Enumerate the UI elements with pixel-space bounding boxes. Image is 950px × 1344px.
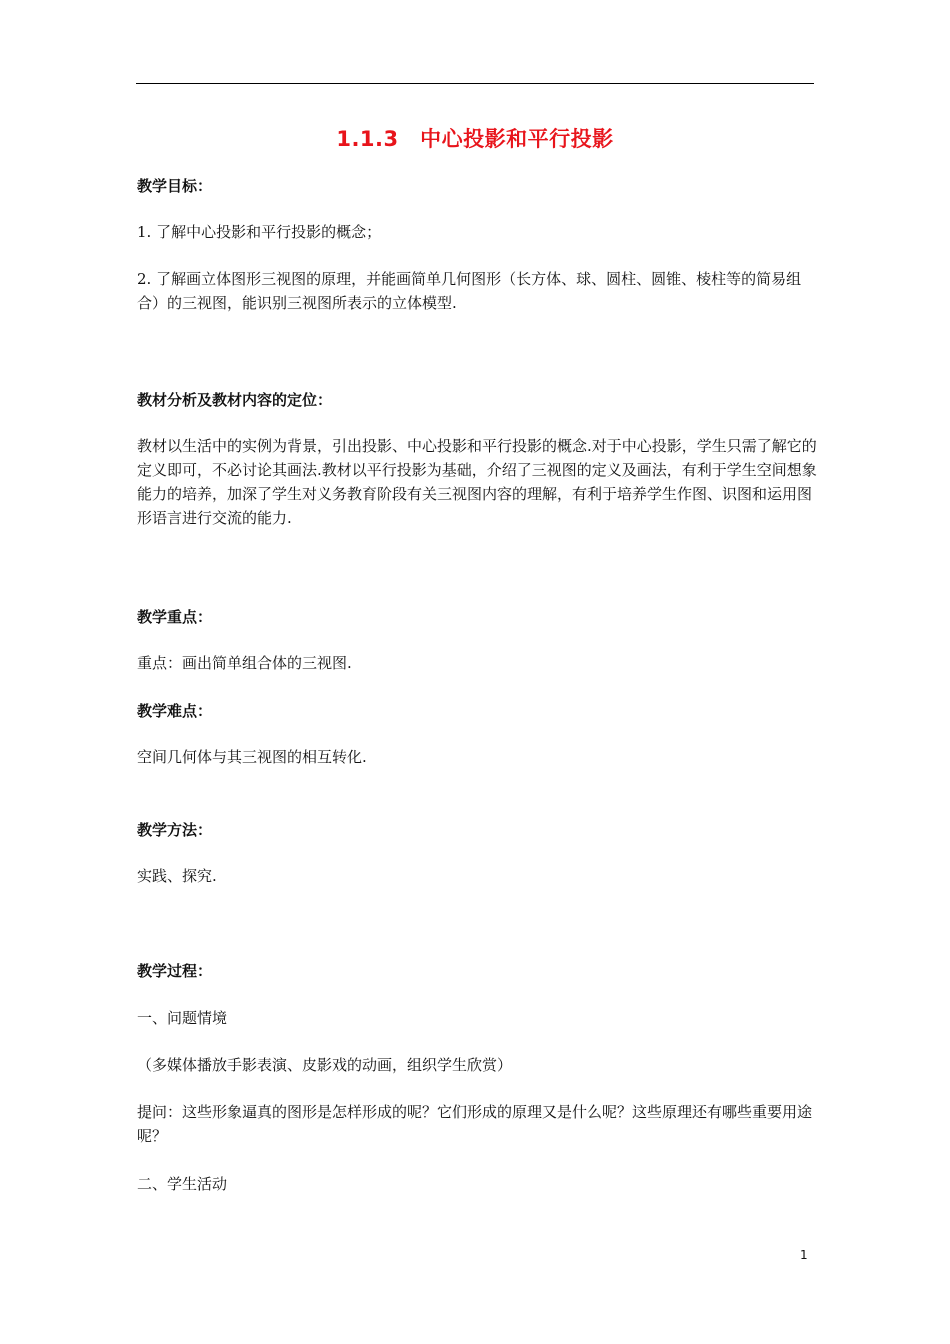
process-note: （多媒体播放手影表演、皮影戏的动画，组织学生欣赏） <box>137 1056 513 1074</box>
process-question: 提问：这些形象逼真的图形是怎样形成的呢？它们形成的原理又是什么呢？这些原理还有哪些重要用途呢？ <box>137 1103 813 1145</box>
difficulty-body: 空间几何体与其三视图的相互转化. <box>137 748 367 766</box>
analysis-body: 教材以生活中的实例为背景，引出投影、中心投影和平行投影的概念.对于中心投影，学生只需了解它的定义即可，不必讨论其画法.教材以平行投影为基础，介绍了三视图的定义及画法，有利于学生空间想象能力的培养，加深了学生对义务教育阶段有关三视图内容的理解，有利于培养学生作图、识图和运用图形语言进行交流的能力. <box>137 437 817 527</box>
process-section-2: 二、学生活动 <box>137 1175 228 1193</box>
objectives-heading: 教学目标： <box>137 177 213 195</box>
method-heading: 教学方法： <box>137 821 213 839</box>
method-body: 实践、探究. <box>137 867 217 885</box>
difficulty-heading: 教学难点： <box>137 702 213 720</box>
process-heading: 教学过程： <box>137 962 213 980</box>
header-rule <box>136 83 814 84</box>
objective-item-2: 2. 了解画立体图形三视图的原理，并能画简单几何图形（长方体、球、圆柱、圆锥、棱柱等的简易组合）的三视图，能识别三视图所表示的立体模型. <box>137 270 802 312</box>
key-point-body: 重点：画出简单组合体的三视图. <box>137 654 352 672</box>
key-point-heading: 教学重点： <box>137 608 213 626</box>
process-section-1: 一、问题情境 <box>137 1009 228 1027</box>
page-number: 1 <box>800 1248 808 1262</box>
document-title: 1.1.3 中心投影和平行投影 <box>336 127 614 151</box>
analysis-heading: 教材分析及教材内容的定位： <box>137 391 333 409</box>
objective-item-1: 1. 了解中心投影和平行投影的概念； <box>137 223 382 241</box>
